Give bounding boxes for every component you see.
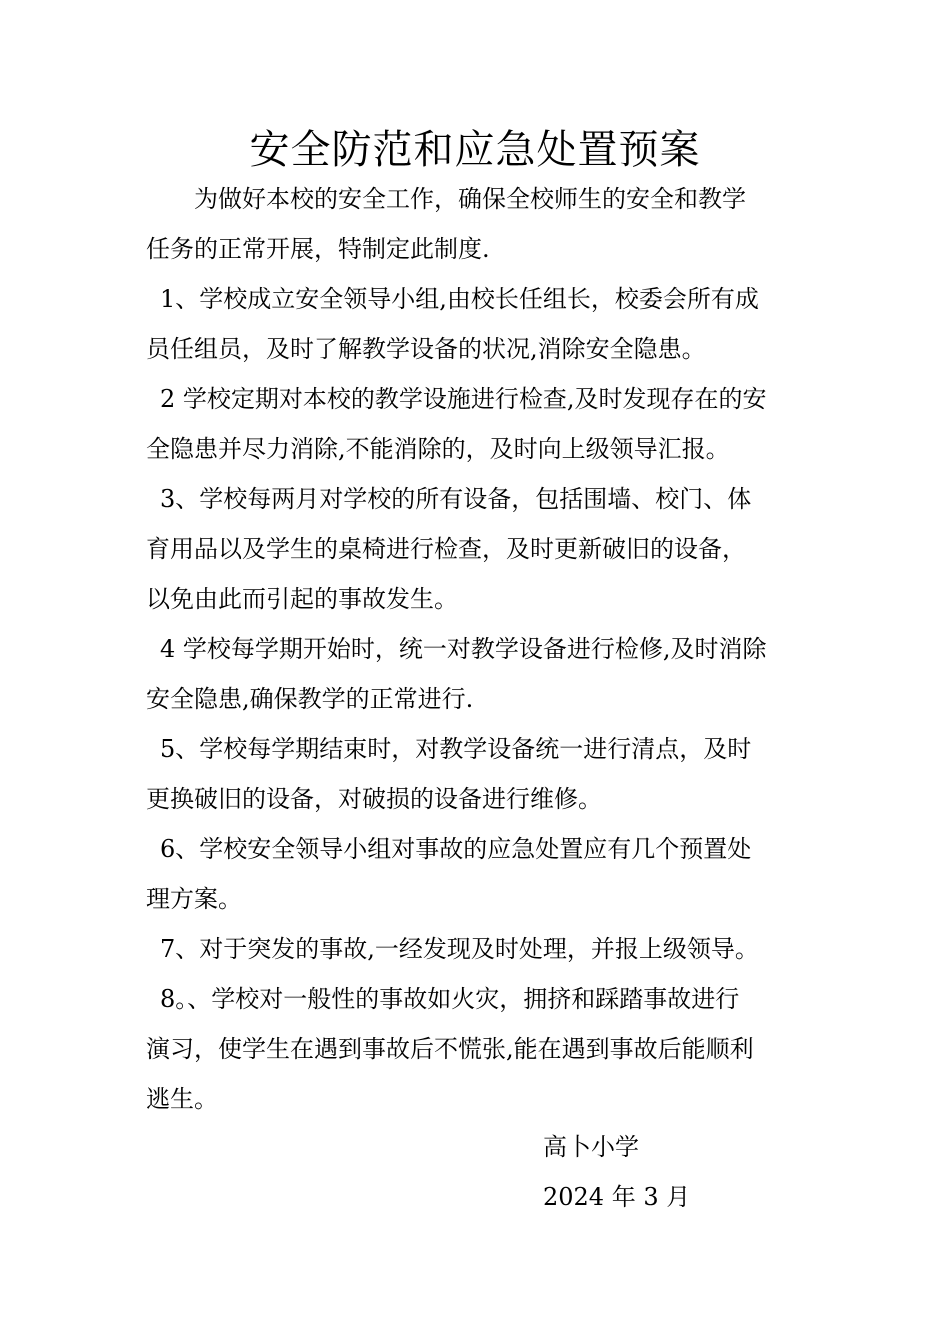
paragraph-line: 更换破旧的设备，对破损的设备进行维修。 bbox=[146, 785, 602, 813]
signature-date: 2024 年 3 月 bbox=[543, 1183, 691, 1211]
paragraph-line: 以免由此而引起的事故发生。 bbox=[146, 585, 458, 613]
document-title: 安全防范和应急处置预案 bbox=[249, 127, 701, 173]
paragraph-line: 员任组员，及时了解教学设备的状况,消除安全隐患。 bbox=[146, 335, 706, 363]
paragraph-line: 3、学校每两月对学校的所有设备，包括围墙、校门、体 bbox=[160, 485, 752, 513]
paragraph-line: 4 学校每学期开始时，统一对教学设备进行检修,及时消除 bbox=[160, 635, 767, 663]
paragraph-line: 8。、学校对一般性的事故如火灾，拥挤和踩踏事故进行 bbox=[160, 985, 740, 1013]
paragraph-line: 2 学校定期对本校的教学设施进行检查,及时发现存在的安 bbox=[160, 385, 767, 413]
paragraph-line: 7、对于突发的事故,一经发现及时处理，并报上级领导。 bbox=[160, 935, 759, 963]
paragraph-line: 5、学校每学期结束时，对教学设备统一进行清点，及时 bbox=[160, 735, 752, 763]
paragraph-line: 1、学校成立安全领导小组,由校长任组长，校委会所有成 bbox=[160, 285, 759, 313]
paragraph-line: 任务的正常开展，特制定此制度. bbox=[146, 235, 490, 263]
paragraph-line: 逃生。 bbox=[146, 1085, 218, 1113]
paragraph-line: 全隐患并尽力消除,不能消除的，及时向上级领导汇报。 bbox=[146, 435, 730, 463]
paragraph-line: 安全隐患,确保教学的正常进行. bbox=[146, 685, 474, 713]
paragraph-line: 6、学校安全领导小组对事故的应急处置应有几个预置处 bbox=[160, 835, 752, 863]
paragraph-line: 育用品以及学生的桌椅进行检查，及时更新破旧的设备， bbox=[146, 535, 746, 563]
signature-school: 高卜小学 bbox=[543, 1133, 639, 1161]
paragraph-line: 理方案。 bbox=[146, 885, 242, 913]
paragraph-line: 为做好本校的安全工作，确保全校师生的安全和教学 bbox=[194, 185, 746, 213]
paragraph-line: 演习，使学生在遇到事故后不慌张,能在遇到事故后能顺利 bbox=[146, 1035, 754, 1063]
